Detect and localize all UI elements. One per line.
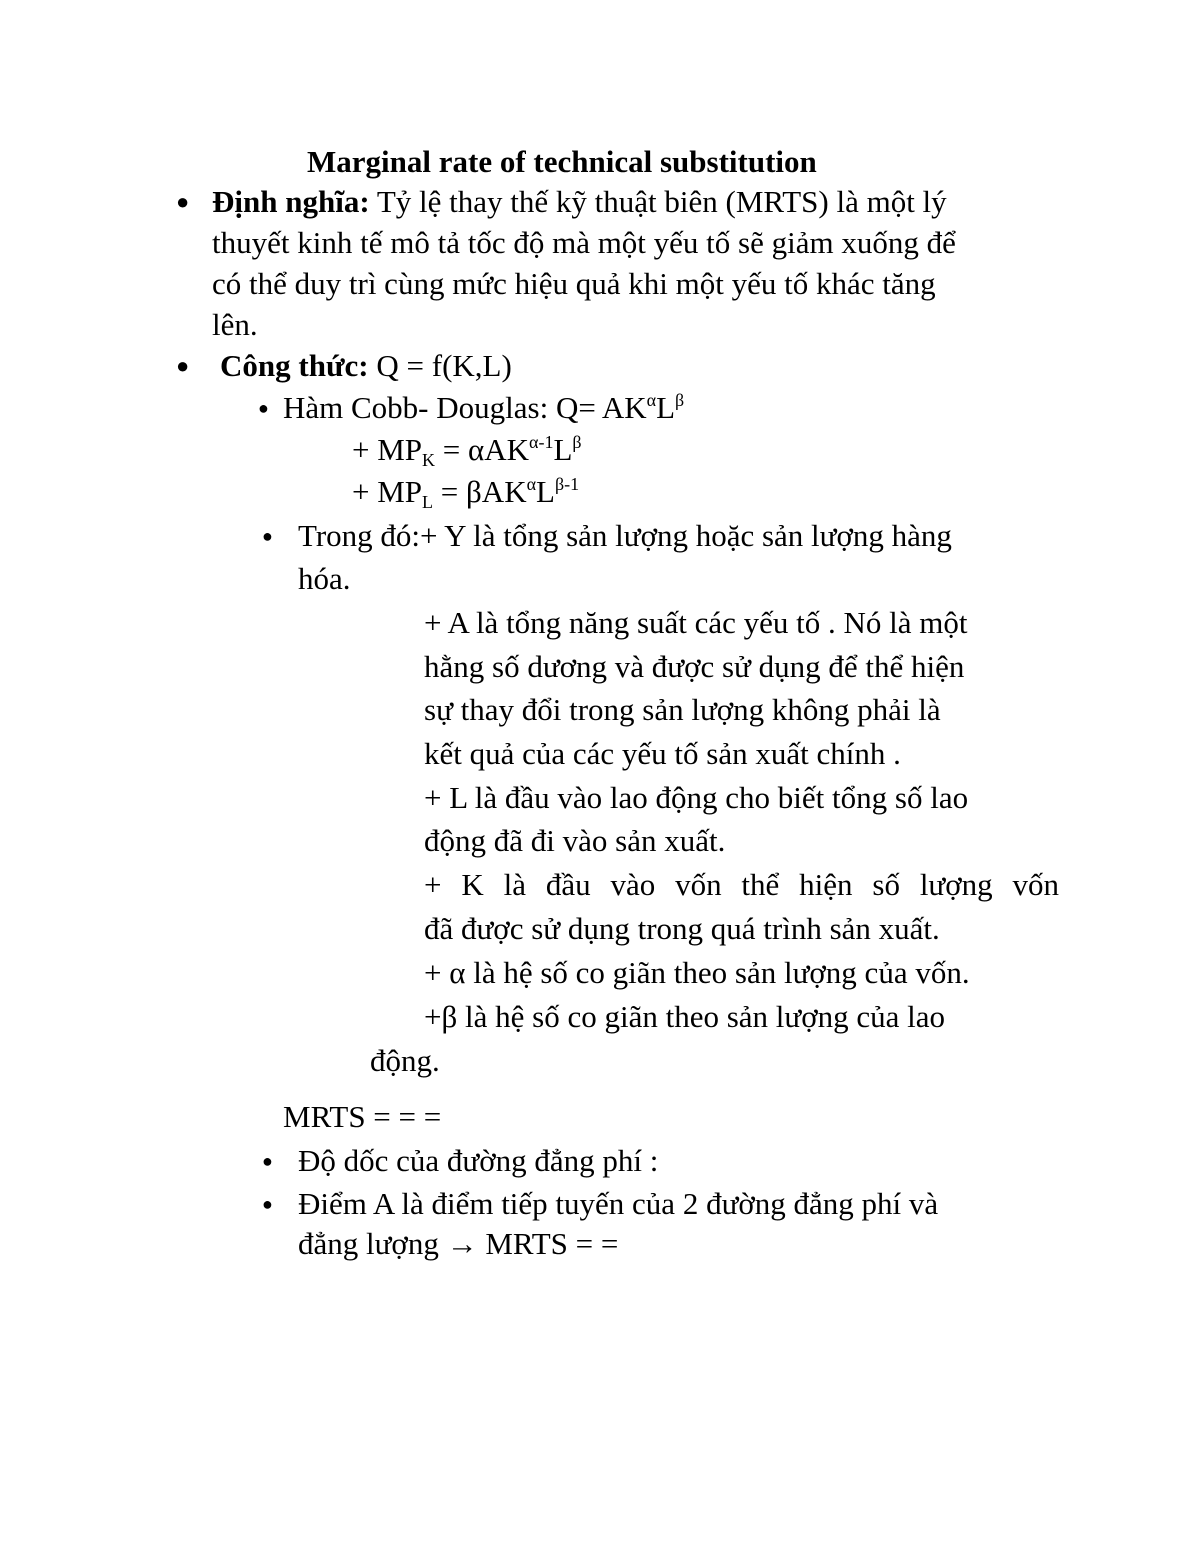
point-a-line-1: Điểm A là điểm tiếp tuyến của 2 đường đẳng phí và: [298, 1186, 939, 1221]
cobb-label: Hàm Cobb- Douglas: Q= AK: [283, 390, 647, 425]
where-alpha: + α là hệ số co giãn theo sản lượng của vốn.: [424, 955, 970, 990]
where-l-2: động đã đi vào sản xuất.: [424, 823, 726, 858]
bullet-formula: ●: [176, 353, 190, 378]
where-beta-1: +β là hệ số co giãn theo sản lượng của lao: [424, 999, 945, 1034]
mpk-eq: = αAK: [435, 432, 530, 467]
mpl-exp1: α: [526, 474, 537, 494]
mpk-exp2: β: [572, 432, 582, 452]
mpl-line: [352, 472, 579, 512]
mpk-prefix: + MP: [352, 432, 423, 467]
mpk-exp1: α-1: [529, 432, 554, 452]
definition-line-2: thuyết kinh tế mô tả tốc độ mà một yếu tố sẽ giảm xuống để: [212, 225, 956, 260]
bullet-definition: ●: [176, 189, 190, 214]
bullet-point-a: ●: [262, 1194, 273, 1214]
bullet-cobb: ●: [258, 398, 269, 418]
point-a-line-2: đẳng lượng → MRTS = =: [298, 1226, 619, 1261]
mpk-line: [352, 430, 582, 470]
mpl-exp2: β-1: [554, 474, 580, 494]
mpl-prefix: + MP: [352, 474, 423, 509]
where-k-2: đã được sử dụng trong quá trình sản xuất.: [424, 911, 940, 946]
definition-line-4: lên.: [212, 307, 258, 342]
slope-line: Độ dốc của đường đẳng phí :: [298, 1143, 659, 1178]
mpl-eq: = βAK: [433, 474, 527, 509]
cobb-L: L: [656, 390, 676, 425]
cobb-douglas-line: [283, 388, 684, 428]
definition-label: Định nghĩa:: [212, 184, 370, 219]
bullet-where: ●: [262, 526, 273, 546]
where-a-4: kết quả của các yếu tố sản xuất chính .: [424, 736, 901, 771]
bullet-slope: ●: [262, 1151, 273, 1171]
definition-line-3: có thể duy trì cùng mức hiệu quả khi một yếu tố khác tăng: [212, 266, 936, 301]
cobb-beta-exp: β: [675, 390, 685, 410]
where-k-1: [424, 865, 1059, 905]
where-beta-2: động.: [370, 1043, 440, 1078]
mrts-line: MRTS = = =: [283, 1099, 442, 1134]
page-title: Marginal rate of technical substitution: [307, 144, 817, 179]
where-a-3: sự thay đổi trong sản lượng không phải là: [424, 692, 941, 727]
where-a-1: + A là tổng năng suất các yếu tố . Nó là một: [424, 605, 968, 640]
mpk-L: L: [553, 432, 573, 467]
where-l-1: + L là đầu vào lao động cho biết tổng số lao: [424, 780, 969, 815]
where-line-1: Trong đó:+ Y là tổng sản lượng hoặc sản lượng hàng: [298, 518, 952, 553]
definition-text-1: Tỷ lệ thay thế kỹ thuật biên (MRTS) là một lý: [369, 184, 947, 219]
mpl-sub: L: [422, 492, 434, 512]
cobb-alpha-exp: α: [646, 390, 657, 410]
formula-label: Công thức:: [220, 348, 369, 383]
where-line-2: hóa.: [298, 561, 351, 596]
formula-text: Q = f(K,L): [368, 348, 512, 383]
definition-line-1: [212, 182, 947, 222]
mpk-sub: K: [422, 450, 436, 470]
formula-line: [220, 346, 512, 386]
mpl-L: L: [536, 474, 555, 509]
where-k-1-text: + K là đầu vào vốn thể hiện số lượng vốn: [424, 867, 1059, 902]
where-a-2: hằng số dương và được sử dụng để thể hiện: [424, 649, 965, 684]
